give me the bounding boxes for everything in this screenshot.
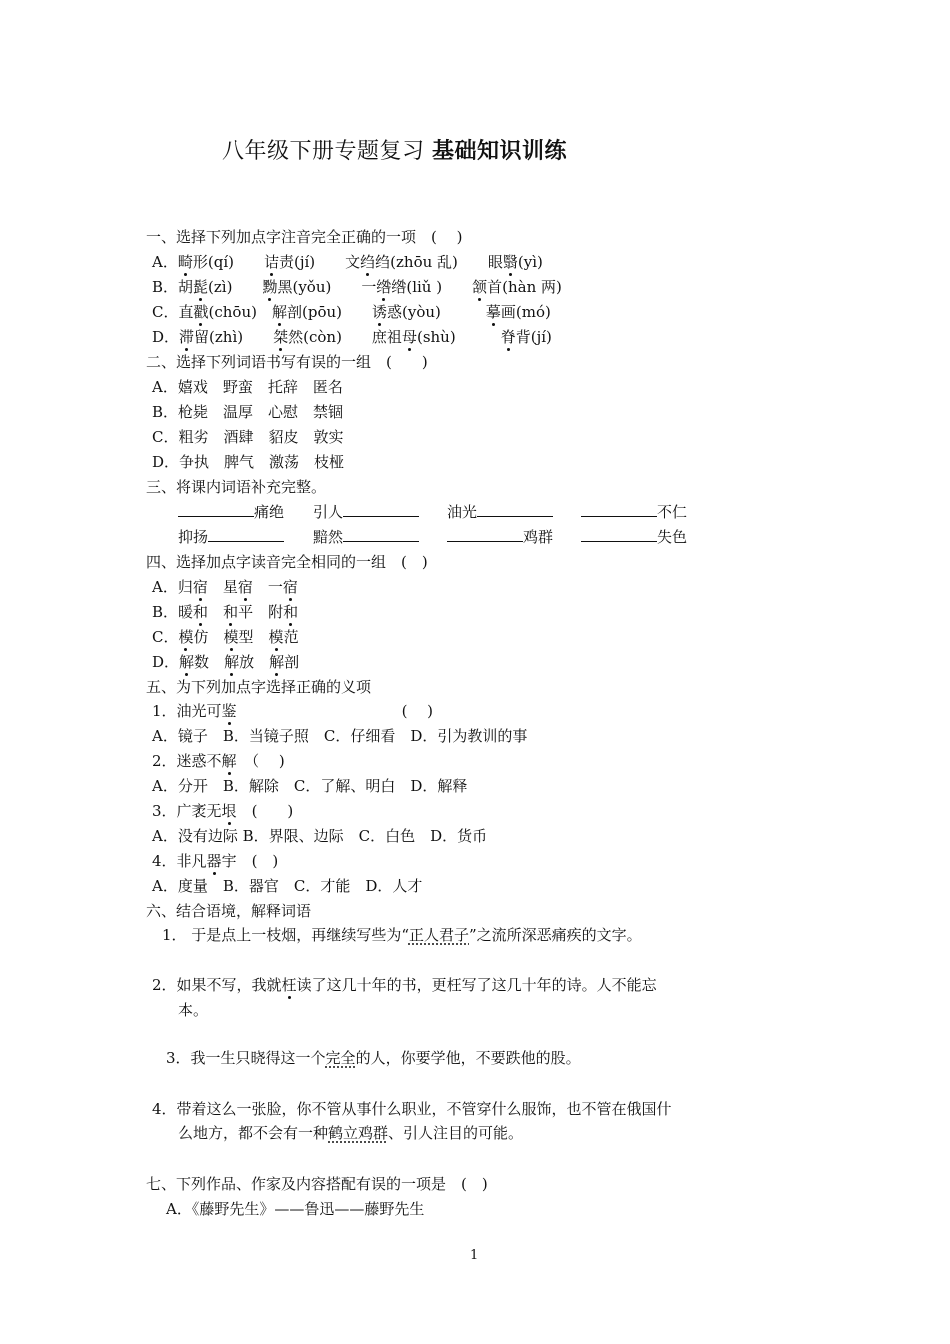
q2-option-d: D．争执 脾气 激荡 枝桠 <box>152 453 345 471</box>
q5-sub-4-options: A．度量 B．器官 C．才能 D．人才 <box>152 877 423 895</box>
fill-blank[interactable] <box>447 527 523 542</box>
q4-option-b: B．暖和 和平 附和 <box>152 603 299 621</box>
q2-option-b: B．枪毙 温厚 心慰 禁锢 <box>152 403 344 421</box>
dotted-phrase: 完全 <box>325 1049 356 1067</box>
q2-option-c: C．粗劣 酒肆 貂皮 敦实 <box>152 428 344 446</box>
dotted-phrase: 鹤立鸡群 <box>328 1124 389 1142</box>
fill-blank[interactable] <box>581 502 657 517</box>
question-7-stem: 七、下列作品、作家及内容搭配有误的一项是 ( ) <box>146 1175 488 1193</box>
question-3-stem: 三、将课内词语补充完整。 <box>146 478 327 496</box>
q6-sub-2: 2．如果不写，我就枉读了这几十年的书，更枉写了这几十年的诗。人不能忘 <box>152 976 657 994</box>
q3-row-2: 抑扬 黯然 鸡群 失色 <box>178 528 688 546</box>
q1-option-c: C．直戳(chōu) 解剖(pōu) 诱惑(yòu) 摹画(mó) <box>152 303 551 321</box>
fill-blank[interactable] <box>477 502 553 517</box>
q6-sub-1: 1． 于是点上一枝烟，再继续写些为“正人君子”之流所深恶痛疾的文字。 <box>162 926 642 944</box>
fill-blank[interactable] <box>343 527 419 542</box>
question-1-stem: 一、选择下列加点字注音完全正确的一项 ( ) <box>146 228 463 246</box>
fill-blank[interactable] <box>343 502 419 517</box>
q6-sub-4-cont: 么地方，都不会有一种鹤立鸡群、引人注目的可能。 <box>178 1124 524 1142</box>
q5-sub-3: 3．广袤无垠 ( ) <box>152 802 294 820</box>
q5-sub-1: 1．油光可鉴 ( ) <box>152 702 434 720</box>
q5-sub-4: 4．非凡器宇 ( ) <box>152 852 279 870</box>
q7-option-a: A．《藤野先生》——鲁迅——藤野先生 <box>166 1200 425 1218</box>
q3-row-1: 痛绝 引人 油光 不仁 <box>178 502 687 522</box>
fill-blank[interactable] <box>581 527 657 542</box>
q6-sub-2-cont: 本。 <box>178 1001 209 1019</box>
q4-option-d: D．解数 解放 解剖 <box>152 653 300 671</box>
question-5-stem: 五、为下列加点字选择正确的义项 <box>146 678 372 696</box>
q5-sub-1-options: A．镜子 B．当镜子照 C．仔细看 D．引为教训的事 <box>152 727 528 745</box>
q1-option-d: D．滞留(zhì) 桀然(còn) 庶祖母(shù) 脊背(jí) <box>152 328 552 346</box>
page-title: 八年级下册专题复习 基础知识训练 <box>222 138 568 164</box>
q5-sub-2-options: A．分开 B．解除 C．了解、明白 D．解释 <box>152 777 468 795</box>
dotted-phrase: 正人君子 <box>408 926 469 944</box>
fill-blank[interactable] <box>178 502 254 517</box>
q5-sub-3-options: A．没有边际 B．界限、边际 C．白色 D．货币 <box>152 827 488 845</box>
question-6-stem: 六、结合语境，解释词语 <box>146 902 312 920</box>
question-4-stem: 四、选择加点字读音完全相同的一组 ( ) <box>146 553 428 571</box>
q4-option-a: A．归宿 星宿 一宿 <box>152 578 298 596</box>
q2-option-a: A．嬉戏 野蛮 托辞 匿名 <box>152 378 343 396</box>
page-number: 1 <box>470 1248 479 1263</box>
question-2-stem: 二、选择下列词语书写有误的一组 ( ) <box>146 353 428 371</box>
fill-blank[interactable] <box>208 527 284 542</box>
q6-sub-3: 3．我一生只晓得这一个完全的人，你要学他，不要跌他的股。 <box>166 1049 581 1067</box>
q6-sub-4: 4．带着这么一张脸，你不管从事什么职业，不管穿什么服饰，也不管在俄国什 <box>152 1100 672 1118</box>
q1-option-b: B．胡髭(zì) 黝黑(yǒu) 一绺绺(liǔ ) 颔首(hàn 两) <box>152 278 562 296</box>
q1-option-a: A．畸形(qí) 诘责(jí) 文绉绉(zhōu 乱) 眼翳(yì) <box>152 253 543 271</box>
q5-sub-2: 2．迷惑不解 （ ) <box>152 752 285 770</box>
q4-option-c: C．模仿 模型 模范 <box>152 628 299 646</box>
